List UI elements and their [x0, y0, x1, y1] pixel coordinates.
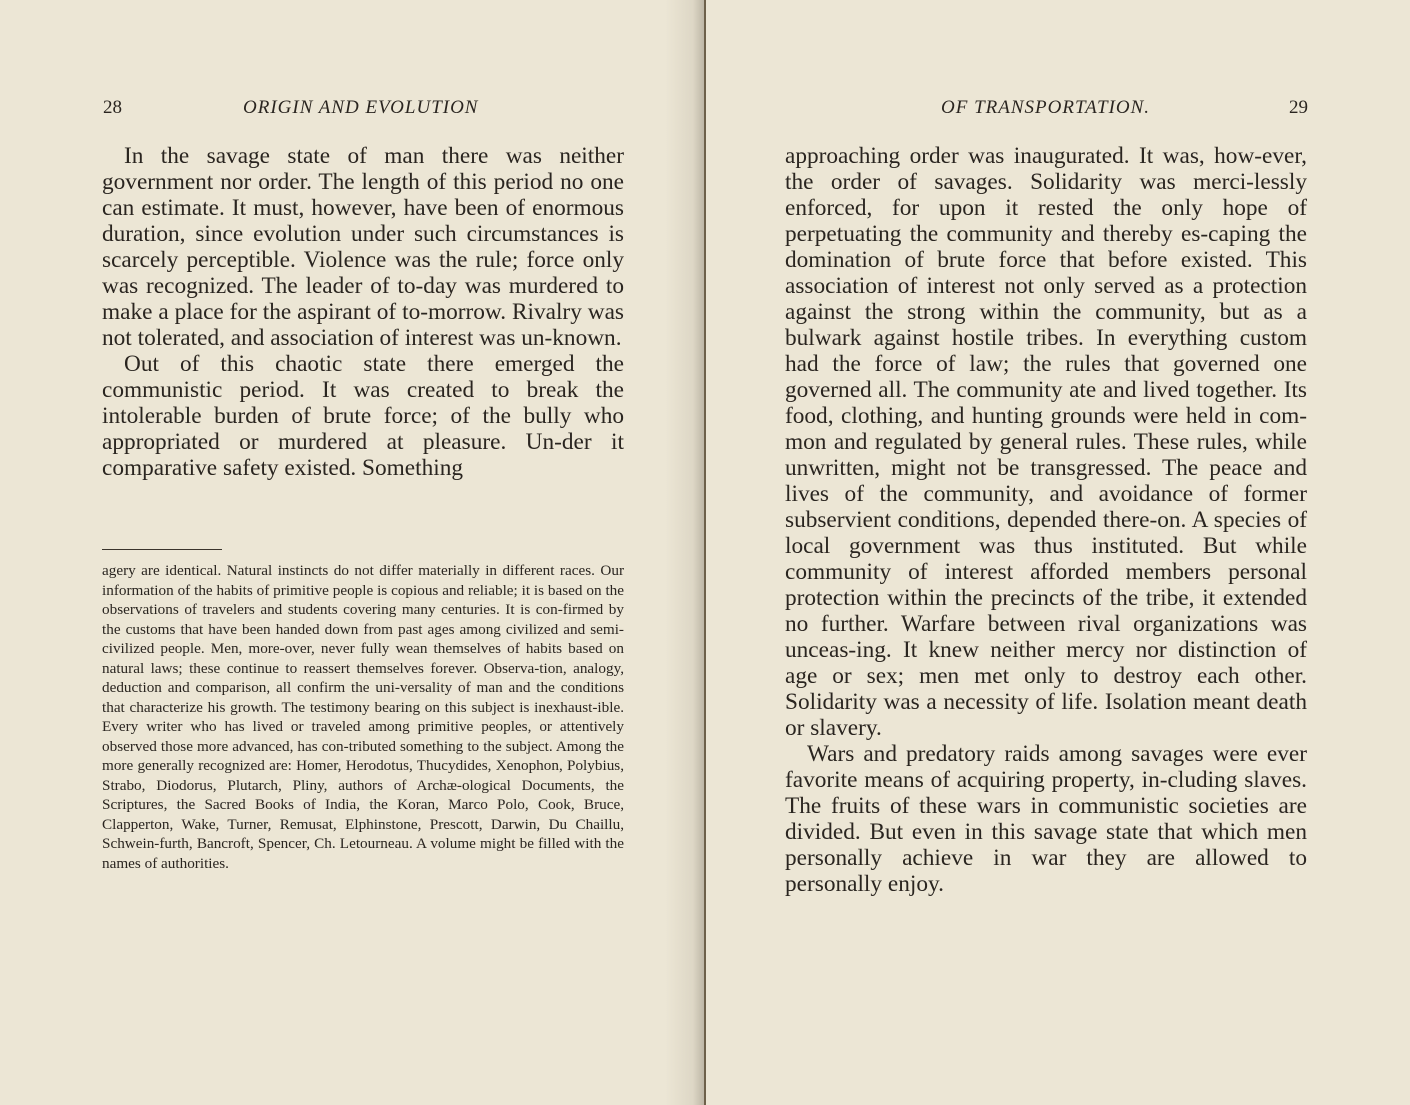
right-body-text	[785, 143, 1307, 897]
left-paragraph-1: In the savage state of man there was neither government nor order. The length of this period no one can estimate. It must, however, have been of enormous duration, since evolution under such circumstances is scarcely perceptible. Violence was the rule; force only was recognized. The leader of to-day was murdered to make a place for the aspirant of to-morrow. Rivalry was not tolerated, and association of interest was un-known.	[102, 143, 624, 351]
right-page-number: 29	[1289, 97, 1308, 118]
right-page	[705, 0, 1410, 1105]
book-spine	[704, 0, 706, 1105]
footnote-rule	[102, 549, 222, 550]
left-running-title: ORIGIN AND EVOLUTION	[243, 97, 479, 118]
footnote-text: agery are identical. Natural instincts do not differ materially in different races. Our information of the habits of primitive people is copious and reliable; it is based on the observations of travelers and students covering many centuries. It is con-firmed by the customs that have been handed down from past ages among civilized and semi-civilized people. Men, more-over, never fully wean themselves of habits based on natural laws; these continue to reassert themselves forever. Observa-tion, analogy, deduction and comparison, all confirm the uni-versality of man and the conditions that characterize his growth. The testimony bearing on this subject is inexhaust-ible. Every writer who has lived or traveled among primitive peoples, or attentively observed those more advanced, has con-tributed something to the subject. Among the more generally recognized are: Homer, Herodotus, Thucydides, Xenophon, Polybius, Strabo, Diodorus, Plutarch, Pliny, authors of Archæ-ological Documents, the Scriptures, the Sacred Books of India, the Koran, Marco Polo, Cook, Bruce, Clapperton, Wake, Turner, Remusat, Elphinstone, Prescott, Darwin, Du Chaillu, Schwein-furth, Bancroft, Spencer, Ch. Letourneau. A volume might be filled with the names of authorities.	[102, 562, 624, 872]
left-body-text	[102, 143, 624, 481]
footnote	[102, 561, 624, 873]
left-paragraph-2: Out of this chaotic state there emerged the communistic period. It was created to break the intolerable burden of brute force; of the bully who appropriated or murdered at pleasure. Un-der it comparative safety existed. Something	[102, 351, 624, 481]
left-gutter-shadow	[665, 0, 705, 1105]
right-running-title: OF TRANSPORTATION.	[941, 97, 1151, 118]
left-page-number: 28	[103, 97, 122, 118]
right-paragraph-2: Wars and predatory raids among savages were ever favorite means of acquiring property, in-cluding slaves. The fruits of these wars in communistic societies are divided. But even in this savage state that which men personally achieve in war they are allowed to personally enjoy.	[785, 741, 1307, 897]
right-paragraph-1: approaching order was inaugurated. It was, how-ever, the order of savages. Solidarity was merci-lessly enforced, for upon it rested the only hope of perpetuating the community and thereby es-caping the domination of brute force that before existed. This association of interest not only served as a protection against the strong within the community, but as a bulwark against hostile tribes. In everything custom had the force of law; the rules that governed one governed all. The community ate and lived together. Its food, clothing, and hunting grounds were held in com-mon and regulated by general rules. These rules, while unwritten, might not be transgressed. The peace and lives of the community, and avoidance of former subservient conditions, depended there-on. A species of local government was thus instituted. But while community of interest afforded members personal protection within the precincts of the tribe, it extended no further. Warfare between rival organizations was unceas-ing. It knew neither mercy nor distinction of age or sex; men met only to destroy each other. Solidarity was a necessity of life. Isolation meant death or slavery.	[785, 143, 1307, 741]
